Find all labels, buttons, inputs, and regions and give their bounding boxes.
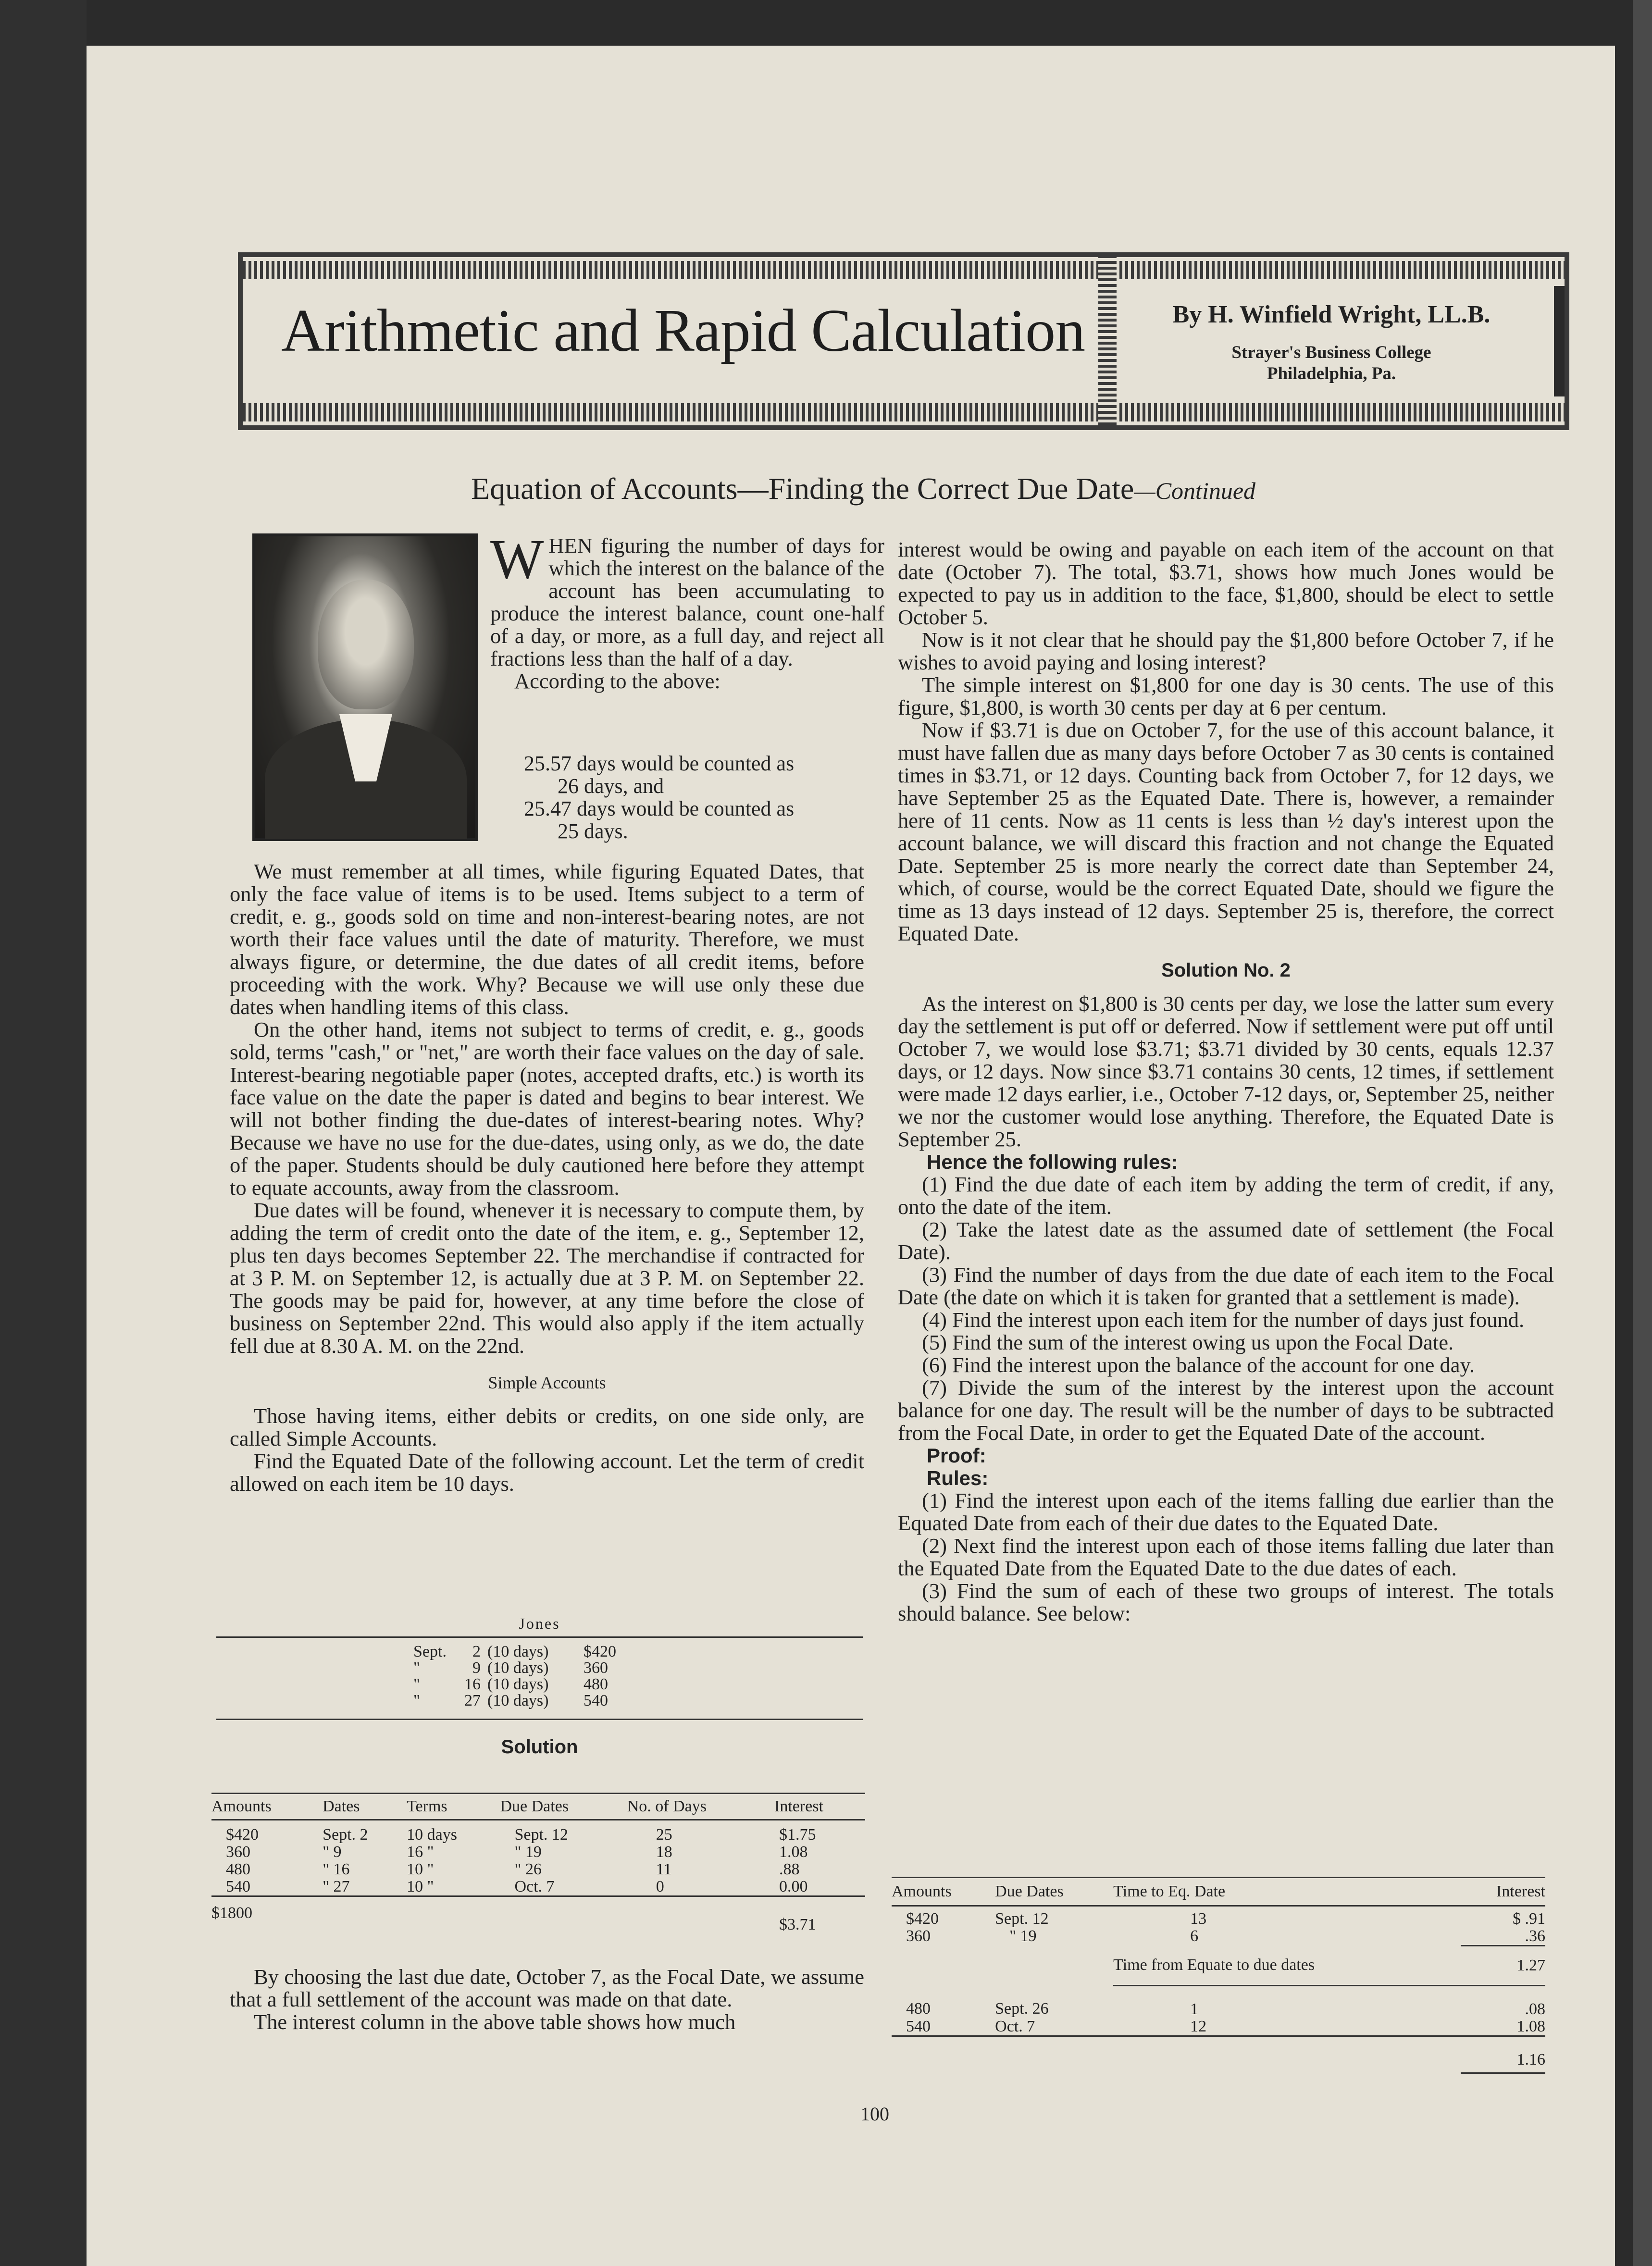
jones-amount: 540: [584, 1692, 608, 1709]
total-amount: $1800: [211, 1896, 323, 1934]
cell-interest: .88: [779, 1860, 800, 1878]
cell-amount: 360: [226, 1843, 250, 1861]
solution-2-heading: Solution No. 2: [1161, 960, 1291, 981]
body-paragraph: As the interest on $1,800 is 30 cents per day, we lose the latter sum every day the settlement is put off or deferred. Now if settlement were put off until October 7, we would lose $3.71; $3.71 divided by 30 cents, equals 12.37 days, or 12 days. Now since $3.71 contains 30 cents, 12 times, if settlement were made 12 days earlier, i.e., October 7-12 days, or, September 25, neither we nor the customer would lose anything. Therefore, the Equated Date is September 25.: [898, 991, 1554, 1151]
cell-date: " 27: [323, 1878, 350, 1895]
cell-due: " 19: [514, 1843, 542, 1861]
table-header-row: [211, 1794, 865, 1820]
table-header-row: [892, 1878, 1545, 1906]
cell-due: Oct. 7: [995, 2018, 1113, 2036]
rule-item: (7) Divide the sum of the interest by the interest upon the account balance for one day. The result will be the number of days to be subtracted from the Focal Date, in order to get the Equated Date of the account.: [898, 1375, 1554, 1445]
cell-interest: 1.08: [1461, 2018, 1545, 2036]
jones-account: [216, 1615, 863, 1769]
body-paragraph: Due dates will be found, whenever it is necessary to compute them, by adding the term of credit onto the date of the item, e. g., September 12, plus ten days becomes September 22. The merchandise if contracted for at 3 P. M. on September 12, is actually due at 3 P. M. on September 22. The goods may be paid for, however, at any time before the close of business on September 22nd. This would also apply if the item actually fell due at 8.30 A. M. on the 22nd.: [230, 1198, 864, 1358]
cell-amount: 480: [226, 1860, 250, 1878]
table-subtotal-row: [892, 1946, 1545, 1986]
cell-days: 0: [656, 1878, 664, 1895]
example-line: 25.57 days would be counted as: [524, 752, 795, 775]
subtitle-main: Equation of Accounts—Finding the Correct Due Date: [471, 471, 1134, 506]
header-ornament-bottom: [243, 403, 1565, 421]
subtotal-2: 1.16: [1461, 2036, 1545, 2073]
jones-row: [413, 1693, 863, 1709]
body-paragraph: Now if $3.71 is due on October 7, for the use of this account balance, it must have fallen due as many days before October 7 as 30 cents is contained times in $3.71, or 12 days. Counting back from October 7, for 12 days, we have September 25 as the Equated Date. There is, however, a remainder here of 11 cents. Now as 11 cents is less than ½ day's interest upon the account balance, we will discard this fraction and not change the Equated Date. September 25 is more nearly the correct date than September 24, which, of course, would be the correct Equated Date, should we figure the time as 13 days instead of 12 days. September 25 is, therefore, the correct Equated Date.: [898, 718, 1554, 945]
proof-heading: Proof:: [927, 1444, 986, 1467]
body-paragraph: By choosing the last due date, October 7, as the Focal Date, we assume that a full settlement of the account was made on that date.: [230, 1965, 864, 2011]
affiliation-line-2: Philadelphia, Pa.: [1267, 364, 1396, 384]
table-row: [892, 1906, 1545, 1928]
jones-day: 9: [472, 1659, 481, 1677]
example-result: 26 days, and: [558, 774, 664, 798]
intro-paragraph: [490, 528, 884, 693]
body-paragraph: Those having items, either debits or credits, on one side only, are called Simple Accounts.: [230, 1404, 864, 1450]
cell-due: Oct. 7: [514, 1878, 555, 1895]
col-header: Interest: [1461, 1878, 1545, 1906]
according-line: According to the above:: [514, 669, 720, 693]
cell-term: 16 ": [407, 1843, 434, 1861]
total-interest: $3.71: [774, 1896, 865, 1934]
table-row: [211, 1861, 865, 1878]
cell-amount: $420: [226, 1826, 259, 1844]
cell-due: Sept. 12: [995, 1910, 1049, 1928]
intro-text: HEN figuring the number of days for which the interest on the balance of the account has been accumulating to produce the interest balance, count one-half of a day, or more, as a full day, and reject all fractions less than the half of a day.: [490, 533, 884, 670]
cell-amount: 480: [906, 1999, 931, 2018]
body-paragraph: Now is it not clear that he should pay the $1,800 before October 7, if he wishes to avoid paying and losing interest?: [898, 628, 1554, 674]
table-row: [892, 2018, 1545, 2036]
cell-interest: $1.75: [779, 1826, 816, 1844]
jones-term: (10 days): [487, 1659, 549, 1677]
scan-border-right: [1633, 0, 1652, 2266]
cell-time: 6: [1190, 1927, 1199, 1945]
table-row: [211, 1820, 865, 1844]
body-paragraph: We must remember at all times, while figuring Equated Dates, that only the face value of items is to be used. Items subject to a term of credit, e. g., goods sold on time and non-interest-bearing notes, are not worth their face values until the date of maturity. Therefore, we must always figure, or determine, the due dates of all credit items, before proceeding with the work. Why? Because we will use only these due dates when handling items of this class.: [230, 859, 864, 1019]
cell-term: 10 days: [407, 1826, 457, 1844]
jones-term: (10 days): [487, 1675, 549, 1693]
rules-heading: Hence the following rules:: [927, 1151, 1178, 1173]
col-header: Due Dates: [500, 1794, 627, 1820]
cell-days: 25: [656, 1826, 672, 1844]
cell-date: " 9: [323, 1843, 342, 1861]
header-divider: [1098, 257, 1117, 425]
jones-row: [413, 1644, 863, 1660]
jones-term: (10 days): [487, 1692, 549, 1709]
jones-amount: 360: [584, 1659, 608, 1677]
cell-amount: 540: [226, 1878, 250, 1895]
header-right-bar: [1554, 286, 1565, 396]
table-row: [211, 1844, 865, 1861]
cell-due: " 26: [514, 1860, 542, 1878]
cell-time: 12: [1113, 2018, 1461, 2036]
scan-border-left: [0, 0, 87, 2266]
jones-amount: 480: [584, 1675, 608, 1693]
table-row: [892, 1928, 1545, 1946]
cell-interest: $ .91: [1513, 1910, 1545, 1928]
col-header: Interest: [774, 1794, 865, 1820]
cell-days: 11: [656, 1860, 672, 1878]
rule-item: (1) Find the due date of each item by adding the term of credit, if any, onto the date of the item.: [898, 1172, 1554, 1219]
cell-time: 13: [1190, 1910, 1207, 1928]
rule-item: (1) Find the interest upon each of the items falling due earlier than the Equated Date from each of their due dates to the Equated Date.: [898, 1488, 1554, 1535]
cell-amount: $420: [906, 1910, 939, 1928]
body-paragraph: The interest column in the above table shows how much: [254, 2010, 736, 2034]
col-header: Amounts: [892, 1878, 995, 1906]
jones-amount: $420: [584, 1643, 616, 1660]
rule-item: (2) Take the latest date as the assumed date of settlement (the Focal Date).: [898, 1217, 1554, 1264]
jones-row: [413, 1676, 863, 1693]
mid-header: Time from Equate to due dates: [1113, 1946, 1461, 1986]
jones-month: ": [413, 1659, 420, 1677]
cell-amount: 360: [906, 1927, 931, 1945]
jones-row: [413, 1660, 863, 1676]
col-header: Amounts: [211, 1794, 323, 1820]
cell-interest: .36: [1461, 1928, 1545, 1946]
header-ornament-top: [243, 261, 1565, 279]
col-header: No. of Days: [627, 1794, 774, 1820]
page-number: 100: [860, 2103, 889, 2125]
body-paragraph: The simple interest on $1,800 for one day is 30 cents. The use of this figure, $1,800, is worth 30 cents per day at 6 per centum.: [898, 673, 1554, 719]
rounding-examples: [524, 752, 889, 842]
portrait-photo: [252, 533, 478, 841]
rule-item: (4) Find the interest upon each item for the number of days just found.: [922, 1308, 1525, 1332]
solution-table: [211, 1793, 865, 1933]
byline: [1127, 300, 1536, 384]
affiliation-line-1: Strayer's Business College: [1231, 343, 1431, 362]
col-header: Time to Eq. Date: [1113, 1878, 1461, 1906]
cell-interest: 0.00: [779, 1878, 808, 1895]
cell-time: 1: [1190, 2000, 1199, 2018]
col-header: Due Dates: [995, 1878, 1113, 1906]
portrait-face: [318, 580, 414, 709]
example-result: 25 days.: [558, 819, 628, 843]
jones-entries: [216, 1638, 863, 1720]
cell-amount: 540: [892, 2018, 995, 2036]
rules-2-heading: Rules:: [927, 1467, 989, 1489]
example-line: 25.47 days would be counted as: [524, 797, 795, 820]
rule-item: (6) Find the interest upon the balance of the account for one day.: [922, 1353, 1475, 1377]
right-column: [898, 538, 1554, 1625]
col-header: Dates: [323, 1794, 407, 1820]
jones-caption: Jones: [216, 1615, 863, 1638]
rule-item: (3) Find the number of days from the due date of each item to the Focal Date (the date on which it is taken for granted that a settlement is made).: [898, 1263, 1554, 1309]
table-total-row: [211, 1896, 865, 1934]
cell-interest: .08: [1525, 2000, 1545, 2018]
cell-due: Sept. 26: [995, 1999, 1049, 2018]
body-paragraph: On the other hand, items not subject to terms of credit, e. g., goods sold, terms "cash," or "net," are worth their face values on the day of sale. Interest-bearing negotiable paper (notes, accepted drafts, etc.) is worth its face value on the date the paper is dated and begins to bear interest. We will not bother finding the due-dates of interest-bearing notes. Why? Because we have no use for the due-dates, using only, as we do, the date of the paper. Students should be duly cautioned here before they attempt to equate accounts, away from the classroom.: [230, 1017, 864, 1200]
cell-term: 10 ": [407, 1878, 434, 1895]
cell-term: 10 ": [407, 1860, 434, 1878]
cell-date: " 16: [323, 1860, 350, 1878]
body-paragraph: Find the Equated Date of the following account. Let the term of credit allowed on each item be 10 days.: [230, 1449, 864, 1496]
example-item: [524, 797, 889, 842]
example-item: [524, 752, 889, 797]
rule-item: (2) Next find the interest upon each of those items falling due later than the Equated Date from the Equated Date to the due dates of each.: [898, 1534, 1554, 1580]
rule-item: (3) Find the sum of each of these two groups of interest. The totals should balance. See below:: [898, 1579, 1554, 1625]
proof-table: [892, 1877, 1545, 2074]
article-header: [238, 252, 1569, 430]
cell-date: Sept. 2: [323, 1826, 368, 1844]
cell-due: " 19: [1009, 1927, 1037, 1945]
table-row: [892, 1986, 1545, 2018]
drop-cap: W: [490, 528, 544, 591]
body-paragraph: interest would be owing and payable on each item of the account on that date (October 7). The total, $3.71, shows how much Jones would be expected to pay us in addition to the face, $1,800, should be elect to settle October 5.: [898, 537, 1554, 629]
subtotal-1: 1.27: [1461, 1946, 1545, 1986]
jones-day: 2: [472, 1643, 481, 1660]
jones-day: 27: [464, 1692, 481, 1709]
jones-month: Sept.: [413, 1643, 447, 1660]
col-header: Terms: [407, 1794, 500, 1820]
subtitle-continued: —Continued: [1134, 477, 1256, 504]
table-subtotal-row: [892, 2036, 1545, 2073]
cell-days: 18: [656, 1843, 672, 1861]
jones-month: ": [413, 1692, 420, 1709]
simple-accounts-heading: Simple Accounts: [488, 1373, 606, 1392]
article-title: Arithmetic and Rapid Calculation: [281, 297, 1085, 364]
author-affiliation: [1127, 342, 1536, 384]
solution-heading: Solution: [501, 1736, 578, 1758]
jones-day: 16: [464, 1675, 481, 1693]
cell-interest: 1.08: [779, 1843, 808, 1861]
cell-due: Sept. 12: [514, 1826, 568, 1844]
left-column-closing: [230, 1966, 864, 2033]
jones-term: (10 days): [487, 1643, 549, 1660]
rule-item: (5) Find the sum of the interest owing us upon the Focal Date.: [922, 1330, 1454, 1354]
article-subtitle: [471, 471, 1255, 507]
left-column: [230, 860, 864, 1495]
table-row: [211, 1878, 865, 1896]
jones-month: ": [413, 1675, 420, 1693]
author-name: By H. Winfield Wright, LL.B.: [1172, 301, 1491, 328]
